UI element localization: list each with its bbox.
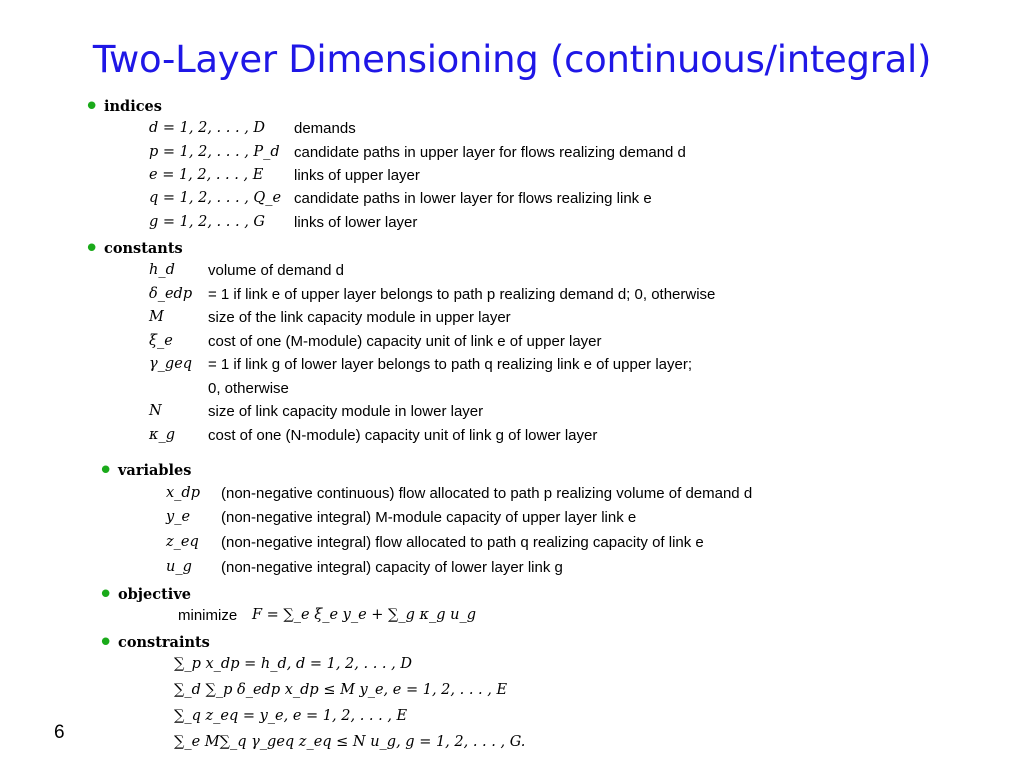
section-heading-objective: objective [118,586,191,603]
bullet-icon: • [98,456,114,486]
constant-symbol: N [149,403,162,419]
index-symbol: g = 1, 2, . . . , G [149,214,265,230]
constant-symbol: ξ_e [149,333,173,349]
index-symbol: q = 1, 2, . . . , Q_e [149,190,282,206]
index-description: candidate paths in lower layer for flows realizing link e [294,190,652,207]
objective-formula: F = ∑_e ξ_e y_e + ∑_g κ_g u_g [252,607,477,623]
bullet-icon: • [84,92,100,122]
constant-description: cost of one (M-module) capacity unit of link e of upper layer [208,333,602,350]
variable-symbol: z_eq [166,534,199,550]
index-symbol: e = 1, 2, . . . , E [149,167,264,183]
variable-description: (non-negative integral) flow allocated to path q realizing capacity of link e [221,534,704,551]
index-symbol: p = 1, 2, . . . , P_d [149,144,280,160]
constant-symbol: h_d [149,262,175,278]
section-heading-variables: variables [118,462,192,479]
bullet-icon: • [98,580,114,610]
section-heading-constraints: constraints [118,634,210,651]
slide-title: Two-Layer Dimensioning (continuous/integral) [92,38,932,81]
variable-description: (non-negative integral) capacity of lower layer link g [221,559,563,576]
variable-description: (non-negative integral) M-module capacity of upper layer link e [221,509,637,526]
index-description: links of upper layer [294,167,420,184]
variable-description: (non-negative continuous) flow allocated to path p realizing volume of demand d [221,485,753,502]
slide-number: 6 [54,722,65,743]
constant-description: = 1 if link e of upper layer belongs to path p realizing demand d; 0, otherwise [208,286,716,303]
constant-description: cost of one (N-module) capacity unit of link g of lower layer [208,427,598,444]
constraint-formula: ∑_p x_dp = h_d, d = 1, 2, . . . , D [174,656,412,672]
constraint-formula: ∑_e M∑_q γ_geq z_eq ≤ N u_g, g = 1, 2, . . . , G. [174,734,526,750]
index-description: links of lower layer [294,214,418,231]
constraint-formula: ∑_d ∑_p δ_edp x_dp ≤ M y_e, e = 1, 2, . . . , E [174,682,508,698]
section-heading-indices: indices [104,98,162,115]
index-description: candidate paths in upper layer for flows realizing demand d [294,144,686,161]
bullet-icon: • [84,234,100,264]
constant-description: volume of demand d [208,262,344,279]
bullet-icon: • [98,628,114,658]
constant-symbol: γ_geq [149,356,193,372]
variable-symbol: x_dp [166,485,200,501]
variable-symbol: y_e [166,509,191,525]
constant-symbol: δ_edp [149,286,193,302]
constant-symbol: κ_g [149,427,176,443]
index-symbol: d = 1, 2, . . . , D [149,120,266,136]
variable-symbol: u_g [166,559,192,575]
constraint-formula: ∑_q z_eq = y_e, e = 1, 2, . . . , E [174,708,408,724]
constant-symbol: M [149,309,164,325]
constant-description: size of link capacity module in lower layer [208,403,484,420]
objective-label: minimize [178,607,238,624]
constant-description: = 1 if link g of lower layer belongs to path q realizing link e of upper layer; [208,356,693,373]
section-heading-constants: constants [104,240,183,257]
constant-description: 0, otherwise [208,380,289,397]
index-description: demands [294,120,356,137]
constant-description: size of the link capacity module in upper layer [208,309,511,326]
